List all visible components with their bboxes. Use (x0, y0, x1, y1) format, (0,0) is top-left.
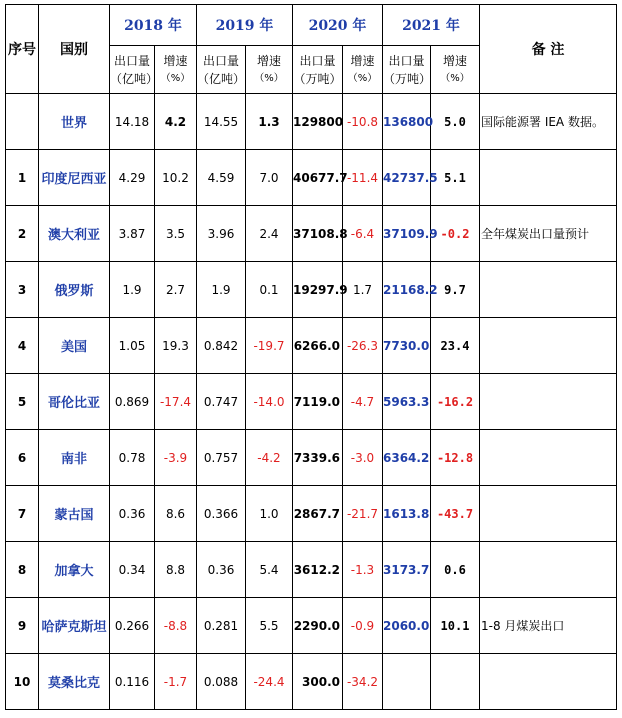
export-2021: 37109.9 (383, 206, 431, 262)
remark-cell (480, 486, 617, 542)
country-name: 蒙古国 (39, 486, 110, 542)
growth-2018: 3.5 (155, 206, 197, 262)
export-2021: 7730.0 (383, 318, 431, 374)
country-name: 哈萨克斯坦 (39, 598, 110, 654)
header-year-2019: 2019 年 (197, 5, 293, 46)
header-growth-2019: 增速 （%） (246, 46, 293, 94)
growth-2020: -34.2 (343, 654, 383, 710)
growth-2021: 0.6 (431, 542, 480, 598)
growth-2019: 5.5 (246, 598, 293, 654)
remark-cell (480, 262, 617, 318)
growth-2018: 10.2 (155, 150, 197, 206)
export-2020: 19297.9 (293, 262, 343, 318)
export-2020: 2867.7 (293, 486, 343, 542)
growth-2019: 0.1 (246, 262, 293, 318)
header-export-2019: 出口量 （亿吨） (197, 46, 246, 94)
remark-cell (480, 150, 617, 206)
country-name: 澳大利亚 (39, 206, 110, 262)
export-2021: 3173.7 (383, 542, 431, 598)
export-2018: 0.266 (110, 598, 155, 654)
growth-2020: -1.3 (343, 542, 383, 598)
export-2019: 0.36 (197, 542, 246, 598)
growth-2021: -12.8 (431, 430, 480, 486)
export-2018: 0.78 (110, 430, 155, 486)
export-2019: 4.59 (197, 150, 246, 206)
row-index: 5 (6, 374, 39, 430)
table-row (6, 430, 617, 486)
table-row (6, 486, 617, 542)
row-index: 7 (6, 486, 39, 542)
remark-cell (480, 654, 617, 710)
export-2021: 1613.8 (383, 486, 431, 542)
country-name: 世界 (39, 94, 110, 150)
growth-2020: -10.8 (343, 94, 383, 150)
country-name: 加拿大 (39, 542, 110, 598)
growth-2018: -8.8 (155, 598, 197, 654)
remark-cell (480, 318, 617, 374)
export-2021 (383, 654, 431, 710)
export-2021: 6364.2 (383, 430, 431, 486)
row-index: 3 (6, 262, 39, 318)
export-2020: 2290.0 (293, 598, 343, 654)
growth-2019: -4.2 (246, 430, 293, 486)
export-2019: 3.96 (197, 206, 246, 262)
export-2018: 1.9 (110, 262, 155, 318)
growth-2018: 8.6 (155, 486, 197, 542)
table-row (6, 262, 617, 318)
growth-2021 (431, 654, 480, 710)
growth-2018: 19.3 (155, 318, 197, 374)
table-row (6, 542, 617, 598)
table-row (6, 94, 617, 150)
growth-2018: -3.9 (155, 430, 197, 486)
growth-2020: 1.7 (343, 262, 383, 318)
country-name: 俄罗斯 (39, 262, 110, 318)
remark-cell: 国际能源署 IEA 数据。 (480, 94, 617, 150)
growth-2021: -16.2 (431, 374, 480, 430)
export-2020: 40677.7 (293, 150, 343, 206)
export-2020: 129800 (293, 94, 343, 150)
country-name: 哥伦比亚 (39, 374, 110, 430)
remark-cell: 全年煤炭出口量预计 (480, 206, 617, 262)
remark-cell (480, 542, 617, 598)
country-name: 南非 (39, 430, 110, 486)
export-2019: 0.842 (197, 318, 246, 374)
growth-2020: -4.7 (343, 374, 383, 430)
growth-2019: 2.4 (246, 206, 293, 262)
header-year-2018: 2018 年 (110, 5, 197, 46)
growth-2020: -26.3 (343, 318, 383, 374)
export-2021: 2060.0 (383, 598, 431, 654)
export-2018: 4.29 (110, 150, 155, 206)
growth-2018: -1.7 (155, 654, 197, 710)
row-index: 1 (6, 150, 39, 206)
export-2019: 14.55 (197, 94, 246, 150)
growth-2021: 5.0 (431, 94, 480, 150)
row-index: 2 (6, 206, 39, 262)
growth-2021: -0.2 (431, 206, 480, 262)
row-index (6, 94, 39, 150)
row-index: 10 (6, 654, 39, 710)
export-2018: 0.36 (110, 486, 155, 542)
growth-2021: 5.1 (431, 150, 480, 206)
table-row (6, 318, 617, 374)
coal-export-table (5, 4, 617, 710)
table-row (6, 374, 617, 430)
header-growth-2021: 增速 （%） (431, 46, 480, 94)
growth-2021: 10.1 (431, 598, 480, 654)
header-country: 国别 (39, 5, 110, 94)
growth-2020: -0.9 (343, 598, 383, 654)
header-export-2021: 出口量 （万吨） (383, 46, 431, 94)
export-2021: 42737.5 (383, 150, 431, 206)
export-2018: 0.116 (110, 654, 155, 710)
growth-2018: 8.8 (155, 542, 197, 598)
country-name: 印度尼西亚 (39, 150, 110, 206)
growth-2019: -19.7 (246, 318, 293, 374)
row-index: 6 (6, 430, 39, 486)
header-export-2018: 出口量 （亿吨） (110, 46, 155, 94)
remark-cell (480, 430, 617, 486)
export-2018: 0.34 (110, 542, 155, 598)
export-2021: 5963.3 (383, 374, 431, 430)
export-2018: 1.05 (110, 318, 155, 374)
export-2021: 136800 (383, 94, 431, 150)
table-row (6, 206, 617, 262)
export-2019: 1.9 (197, 262, 246, 318)
growth-2020: -6.4 (343, 206, 383, 262)
remark-cell: 1-8 月煤炭出口 (480, 598, 617, 654)
export-2019: 0.747 (197, 374, 246, 430)
row-index: 9 (6, 598, 39, 654)
export-2018: 14.18 (110, 94, 155, 150)
header-growth-2020: 增速 （%） (343, 46, 383, 94)
growth-2021: 23.4 (431, 318, 480, 374)
growth-2018: 2.7 (155, 262, 197, 318)
growth-2019: 7.0 (246, 150, 293, 206)
growth-2018: 4.2 (155, 94, 197, 150)
growth-2021: -43.7 (431, 486, 480, 542)
header-seq: 序号 (6, 5, 39, 94)
table-row (6, 654, 617, 710)
remark-cell (480, 374, 617, 430)
export-2018: 3.87 (110, 206, 155, 262)
header-remark: 备 注 (480, 5, 617, 94)
export-2020: 37108.8 (293, 206, 343, 262)
export-2019: 0.757 (197, 430, 246, 486)
row-index: 4 (6, 318, 39, 374)
country-name: 莫桑比克 (39, 654, 110, 710)
header-row-years (6, 5, 617, 46)
export-2019: 0.366 (197, 486, 246, 542)
row-index: 8 (6, 542, 39, 598)
export-2019: 0.281 (197, 598, 246, 654)
growth-2018: -17.4 (155, 374, 197, 430)
export-2020: 3612.2 (293, 542, 343, 598)
export-2018: 0.869 (110, 374, 155, 430)
growth-2020: -11.4 (343, 150, 383, 206)
export-2020: 7339.6 (293, 430, 343, 486)
export-2020: 7119.0 (293, 374, 343, 430)
growth-2020: -3.0 (343, 430, 383, 486)
table-row (6, 598, 617, 654)
export-2021: 21168.2 (383, 262, 431, 318)
growth-2019: 5.4 (246, 542, 293, 598)
growth-2019: 1.3 (246, 94, 293, 150)
export-2019: 0.088 (197, 654, 246, 710)
growth-2019: -14.0 (246, 374, 293, 430)
export-2020: 300.0 (293, 654, 343, 710)
header-year-2021: 2021 年 (383, 5, 480, 46)
growth-2019: 1.0 (246, 486, 293, 542)
growth-2021: 9.7 (431, 262, 480, 318)
table-row (6, 150, 617, 206)
header-export-2020: 出口量 （万吨） (293, 46, 343, 94)
country-name: 美国 (39, 318, 110, 374)
growth-2019: -24.4 (246, 654, 293, 710)
header-growth-2018: 增速 （%） (155, 46, 197, 94)
header-year-2020: 2020 年 (293, 5, 383, 46)
growth-2020: -21.7 (343, 486, 383, 542)
table-body (6, 94, 617, 710)
export-2020: 6266.0 (293, 318, 343, 374)
